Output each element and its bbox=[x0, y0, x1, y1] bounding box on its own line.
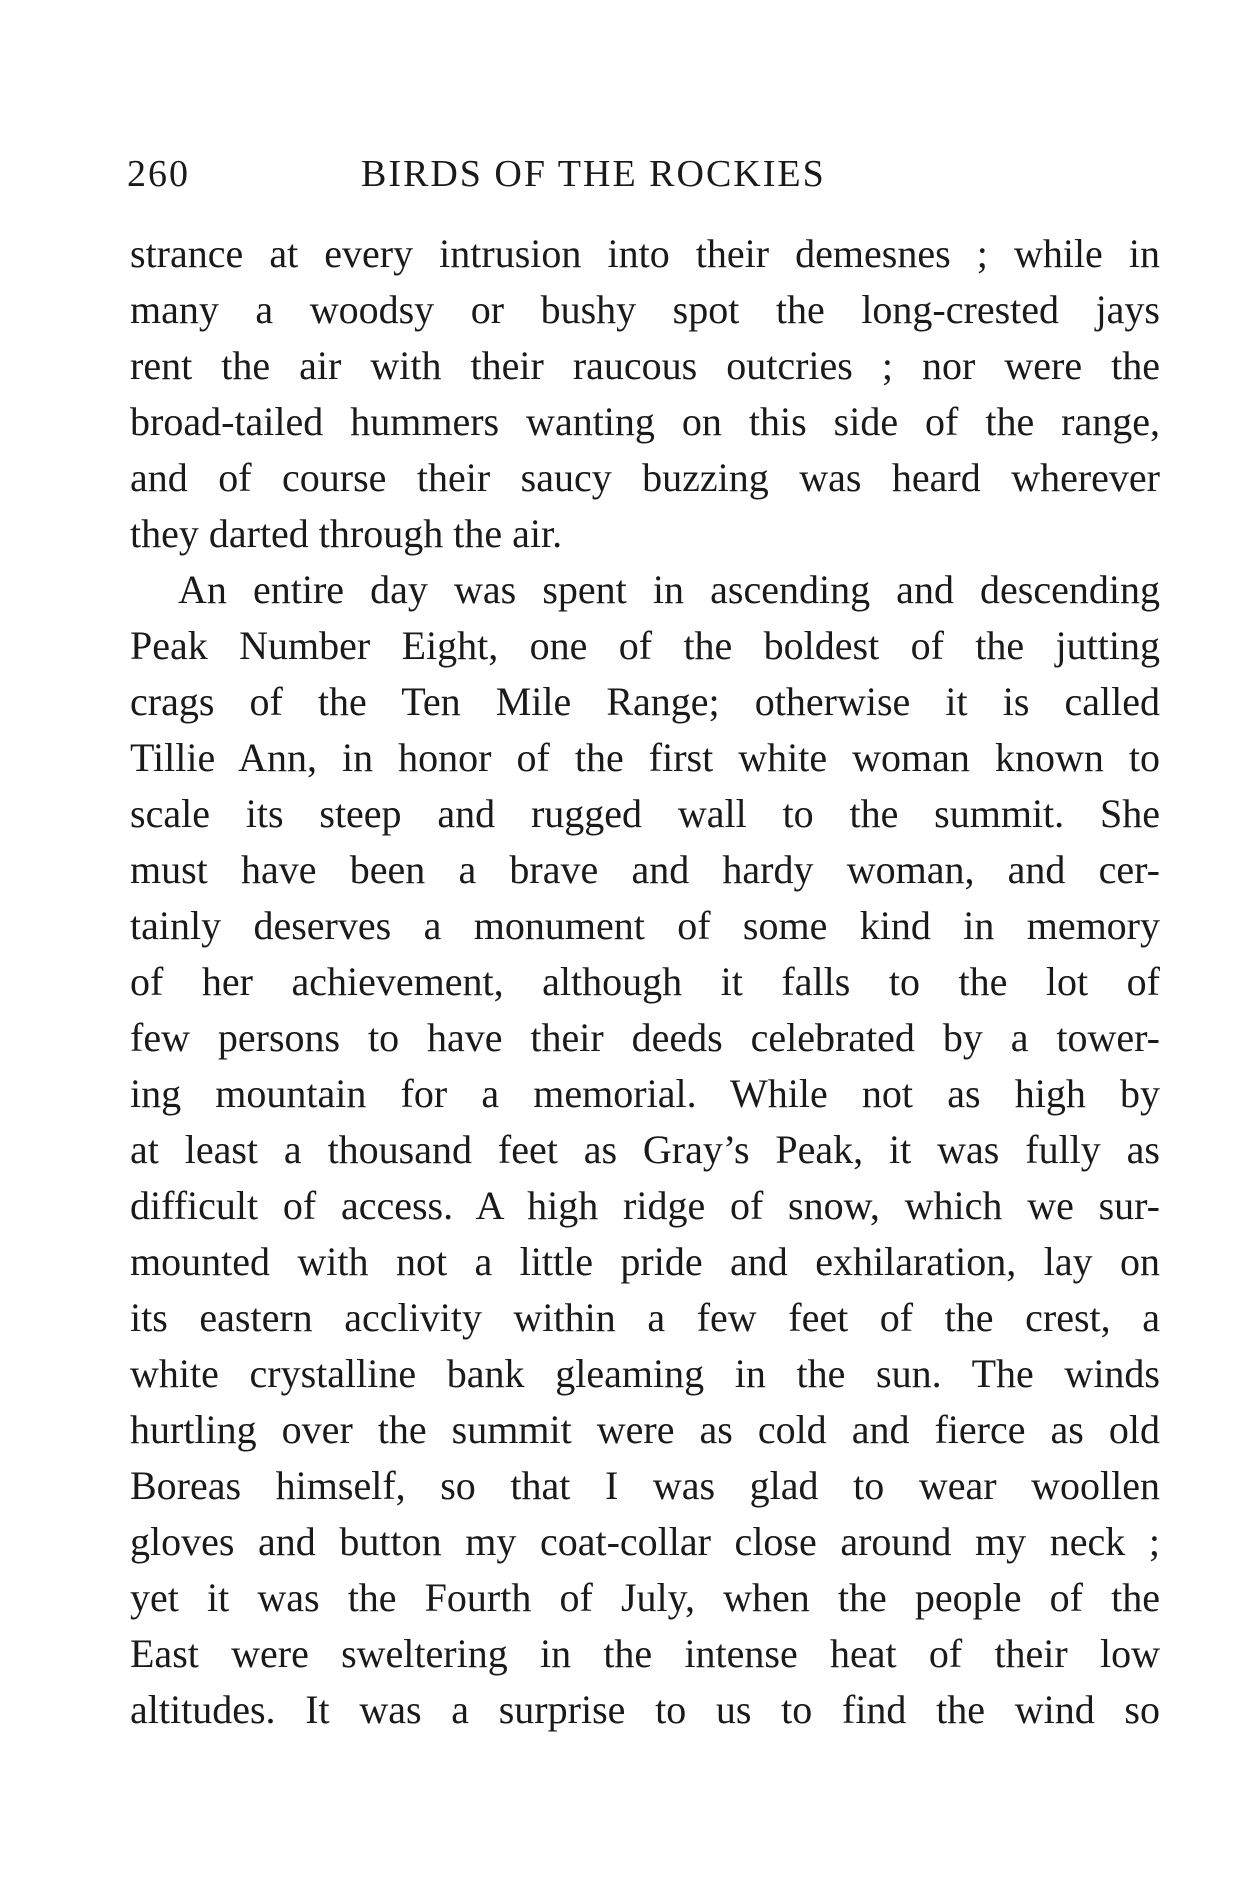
text-line: rent the air with their raucous outcries ; nor were the bbox=[130, 343, 1160, 388]
text-line: scale its steep and rugged wall to the summit. She bbox=[130, 791, 1160, 836]
text-line: at least a thousand feet as Gray’s Peak, it was fully as bbox=[130, 1127, 1160, 1172]
text-line: of her achievement, although it falls to the lot of bbox=[130, 959, 1160, 1004]
text-line: Peak Number Eight, one of the boldest of the jutting bbox=[130, 623, 1160, 668]
text-line: strance at every intrusion into their demesnes ; while in bbox=[130, 231, 1160, 276]
text-line: its eastern acclivity within a few feet of the crest, a bbox=[130, 1295, 1160, 1340]
running-head: BIRDS OF THE ROCKIES bbox=[361, 153, 826, 195]
text-line: altitudes. It was a surprise to us to find the wind so bbox=[130, 1687, 1160, 1732]
text-line: broad-tailed hummers wanting on this side of the range, bbox=[130, 399, 1160, 444]
text-line: tainly deserves a monument of some kind in memory bbox=[130, 903, 1160, 948]
text-line: difficult of access. A high ridge of snow, which we sur- bbox=[130, 1183, 1160, 1228]
text-line: crags of the Ten Mile Range; otherwise it is called bbox=[130, 679, 1160, 724]
text-line: Tillie Ann, in honor of the first white woman known to bbox=[130, 735, 1160, 780]
text-line: white crystalline bank gleaming in the sun. The winds bbox=[130, 1351, 1160, 1396]
text-line: East were sweltering in the intense heat of their low bbox=[130, 1631, 1160, 1676]
text-line: Boreas himself, so that I was glad to wear woollen bbox=[130, 1463, 1160, 1508]
text-line: they darted through the air. bbox=[130, 511, 563, 556]
text-line: mounted with not a little pride and exhilaration, lay on bbox=[130, 1239, 1160, 1284]
text-line: and of course their saucy buzzing was heard wherever bbox=[130, 455, 1160, 500]
text-line: ing mountain for a memorial. While not as high by bbox=[130, 1071, 1160, 1116]
page-number: 260 bbox=[127, 153, 190, 195]
text-line: gloves and button my coat-collar close around my neck ; bbox=[130, 1519, 1160, 1564]
text-line: few persons to have their deeds celebrated by a tower- bbox=[130, 1015, 1160, 1060]
text-line: An entire day was spent in ascending and descending bbox=[178, 567, 1160, 612]
text-line: hurtling over the summit were as cold and fierce as old bbox=[130, 1407, 1160, 1452]
text-line: many a woodsy or bushy spot the long-crested jays bbox=[130, 287, 1160, 332]
text-line: must have been a brave and hardy woman, and cer- bbox=[130, 847, 1160, 892]
text-line: yet it was the Fourth of July, when the people of the bbox=[130, 1575, 1160, 1620]
body-text bbox=[130, 226, 1160, 1738]
page-header bbox=[127, 152, 1127, 196]
